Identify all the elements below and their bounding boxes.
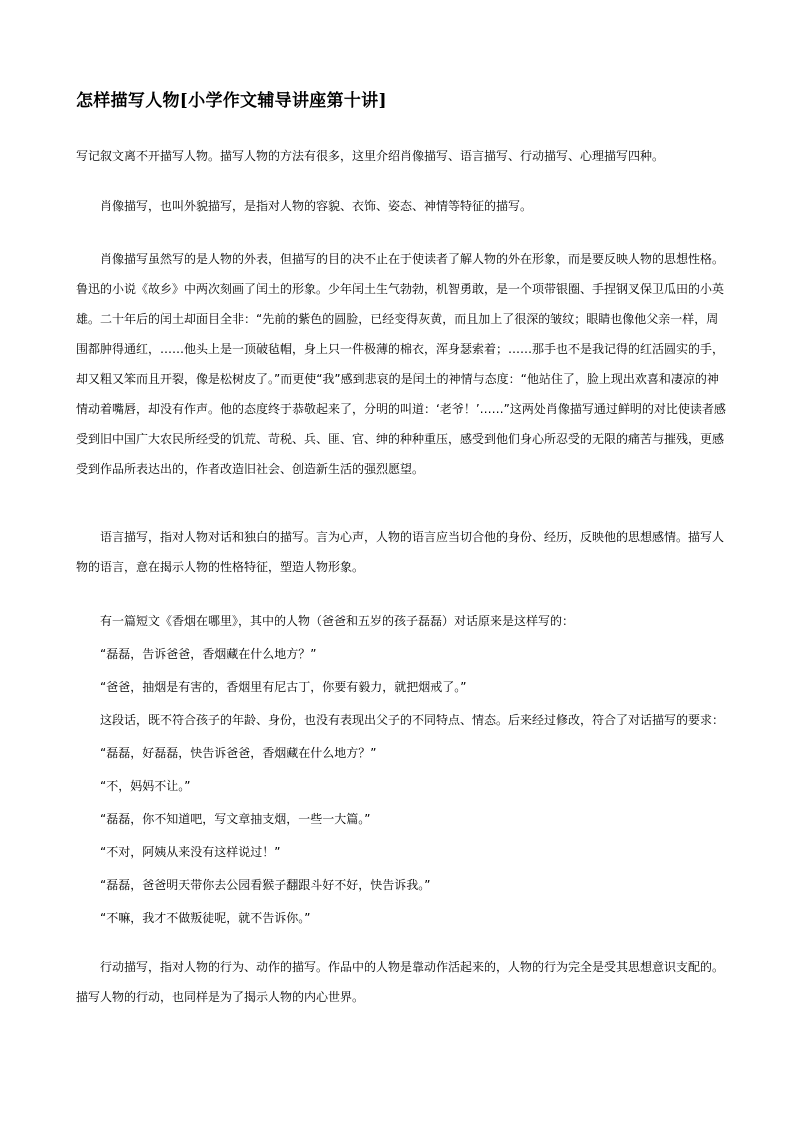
dialogue-line: “磊磊，告诉爸爸，香烟藏在什么地方？” xyxy=(100,647,317,661)
action-definition-paragraph: 行动描写，指对人物的行为、动作的描写。作品中的人物是靠动作活起来的，人物的行为完全是受其思想意识支配的。描写人物的行动，也同样是为了揭示人物的内心世界。 xyxy=(76,960,725,1004)
language-definition-paragraph: 语言描写，指对人物对话和独白的描写。言为心声，人物的语言应当切合他的身份、经历，反映他的思想感情。描写人物的语言，意在揭示人物的性格特征，塑造人物形象。 xyxy=(76,530,725,574)
dialogue-line: “磊磊，你不知道吧，写文章抽支烟，一些一大篇。” xyxy=(100,812,371,826)
portrait-detail-paragraph: 肖像描写虽然写的是人物的外表，但描写的目的决不止在于使读者了解人物的外在形象，而是要反映人物的思想性格。鲁迅的小说《故乡》中两次刻画了闰土的形象。少年闰土生气勃勃，机智勇敢，是一个项带银圈、手捏钢叉保卫瓜田的小英雄。二十年后的闰土却面目全非：“先前的紫色的圆脸，已经变得灰黄，而且加上了很深的皱纹；眼睛也像他父亲一样，周围都肿得通红，……他头上是一顶破毡帽，身上只一件极薄的棉衣，浑身瑟索着；……那手也不是我记得的红活圆实的手，却又粗又笨而且开裂，像是松树皮了。”而更使“我”感到悲哀的是闰土的神情与态度：“他站住了，脸上现出欢喜和凄凉的神情动着嘴唇，却没有作声。他的态度终于恭敬起来了，分明的叫道：‘老爷！’……”这两处肖像描写通过鲜明的对比使读者感受到旧中国广大农民所经受的饥荒、苛税、兵、匪、官、绅的种种重压，感受到他们身心所忍受的无限的痛苦与摧残，更感受到作品所表达出的，作者改造旧社会、创造新生活的强烈愿望。 xyxy=(76,252,726,476)
example-intro-line: 有一篇短文《香烟在哪里》，其中的人物（爸爸和五岁的孩子磊磊）对话原来是这样写的： xyxy=(100,614,575,628)
intro-paragraph: 写记叙文离不开描写人物。描写人物的方法有很多，这里介绍肖像描写、语言描写、行动描写、心理描写四种。 xyxy=(76,149,665,163)
portrait-definition-paragraph: 肖像描写，也叫外貌描写，是指对人物的容貌、衣饰、姿态、神情等特征的描写。 xyxy=(100,199,533,213)
dialogue-line: “不，妈妈不让。” xyxy=(100,779,191,793)
document-title: 怎样描写人物[小学作文辅导讲座第十讲] xyxy=(76,91,387,111)
dialogue-line: “不嘛，我才不做叛徒呢，就不告诉你。” xyxy=(100,911,311,925)
dialogue-line: “磊磊，爸爸明天带你去公园看猴子翻跟斗好不好，快告诉我。” xyxy=(100,878,431,892)
dialogue-line: “不对，阿姨从来没有这样说过！” xyxy=(100,845,281,859)
revision-note-line: 这段话，既不符合孩子的年龄、身份，也没有表现出父子的不同特点、情态。后来经过修改，符合了对话描写的要求： xyxy=(100,713,725,727)
dialogue-line: “磊磊，好磊磊，快告诉爸爸，香烟藏在什么地方？” xyxy=(100,746,377,760)
dialogue-line: “爸爸，抽烟是有害的，香烟里有尼古丁，你要有毅力，就把烟戒了。” xyxy=(100,680,467,694)
